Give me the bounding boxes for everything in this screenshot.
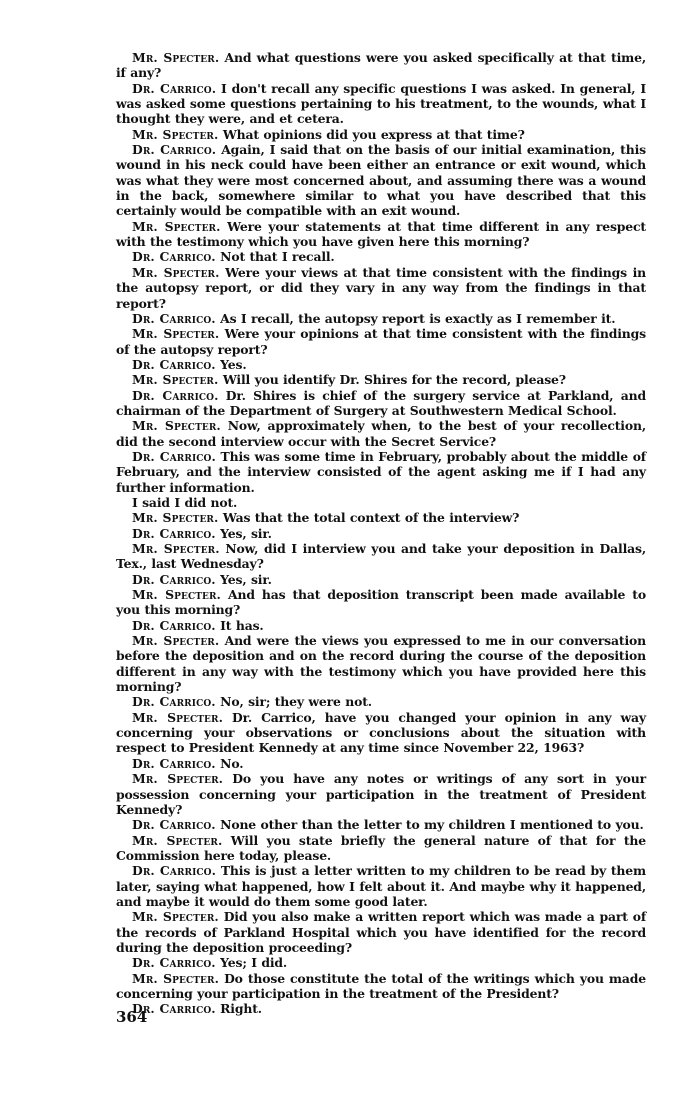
paragraph xyxy=(116,219,646,250)
paragraph xyxy=(116,694,646,709)
paragraph-text: Dr. Shires is chief of the surgery service at Parkland, and chairman of the Department of Surgery at Southwestern Medical School. xyxy=(116,387,646,418)
paragraph-text: And what questions were you asked specifically at that time, if any? xyxy=(116,50,646,81)
paragraph xyxy=(116,326,646,357)
speaker-name: Dr. Carrico. xyxy=(132,817,216,833)
paragraph-text: I said I did not. xyxy=(132,494,238,510)
speaker-name: Mr. Specter. xyxy=(132,709,223,725)
paragraph-text: Not that I recall. xyxy=(215,249,335,265)
paragraph-text: I don't recall any specific questions I was asked. In general, I was asked some questions pertaining to his treatment, to the wounds, what I thought they were, and et cetera. xyxy=(116,80,646,127)
speaker-name: Dr. Carrico. xyxy=(132,694,216,710)
paragraph-text: Yes, sir. xyxy=(215,571,272,587)
speaker-name: Mr. Specter. xyxy=(132,372,219,388)
paragraph-text: Yes, sir. xyxy=(215,525,272,541)
paragraph xyxy=(116,771,646,817)
paragraph xyxy=(116,127,646,142)
speaker-name: Dr. Carrico. xyxy=(132,955,216,971)
speaker-name: Dr. Carrico. xyxy=(132,617,216,633)
speaker-name: Mr. Specter. xyxy=(132,510,219,526)
speaker-name: Mr. Specter. xyxy=(132,50,220,65)
paragraph-text: No, sir; they were not. xyxy=(215,694,372,710)
speaker-name: Mr. Specter. xyxy=(132,218,221,234)
paragraph xyxy=(116,541,646,572)
paragraph-text: Now, approximately when, to the best of your recollection, did the second interview occur with the Secret Service? xyxy=(116,418,646,449)
paragraph-text: Right. xyxy=(215,1001,262,1017)
paragraph xyxy=(116,388,646,419)
speaker-name: Mr. Specter. xyxy=(132,587,221,603)
speaker-name: Mr. Specter. xyxy=(132,126,219,142)
paragraph-text: Was that the total context of the interview? xyxy=(218,510,520,526)
transcript-body xyxy=(116,50,646,1017)
speaker-name: Mr. Specter. xyxy=(132,418,221,434)
speaker-name: Mr. Specter. xyxy=(132,970,220,986)
speaker-name: Mr. Specter. xyxy=(132,633,220,649)
paragraph xyxy=(116,510,646,525)
paragraph xyxy=(116,633,646,694)
paragraph xyxy=(116,863,646,909)
speaker-name: Mr. Specter. xyxy=(132,771,224,787)
paragraph xyxy=(116,710,646,756)
paragraph xyxy=(116,618,646,633)
speaker-name: Dr. Carrico. xyxy=(132,387,219,403)
paragraph xyxy=(116,495,646,510)
page-number: 364 xyxy=(116,1008,148,1026)
paragraph-text: Dr. Carrico, have you changed your opinion in any way concerning your observations or conclusions about the situation with respect to President Kennedy at any time since November 22, 1963? xyxy=(116,709,646,756)
paragraph-text: Were your opinions at that time consistent with the findings of the autopsy report? xyxy=(116,326,646,357)
paragraph xyxy=(116,418,646,449)
paragraph xyxy=(116,587,646,618)
paragraph-text: Again, I said that on the basis of our initial examination, this wound in his neck could have been either an entrance or exit wound, which was what they were most concerned about, and assuming there was a wound in the back, somewhere similar to what you have described that this certainly would be compatible with an exit wound. xyxy=(116,142,646,219)
paragraph-text: Were your views at that time consistent with the findings in the autopsy report, or did they vary in any way from the findings in that report? xyxy=(116,264,646,311)
paragraph xyxy=(116,572,646,587)
speaker-name: Dr. Carrico. xyxy=(132,525,216,541)
paragraph xyxy=(116,909,646,955)
paragraph-text: Now, did I interview you and take your deposition in Dallas, Tex., last Wednesday? xyxy=(116,541,646,572)
paragraph xyxy=(116,817,646,832)
paragraph-text: Will you identify Dr. Shires for the record, please? xyxy=(218,372,566,388)
paragraph-text: And were the views you expressed to me in our conversation before the deposition and on the record during the course of the deposition different in any way with the testimony which you have provided here this morning? xyxy=(116,633,646,695)
paragraph-text: And has that deposition transcript been made available to you this morning? xyxy=(116,587,646,618)
paragraph xyxy=(116,372,646,387)
speaker-name: Dr. Carrico. xyxy=(132,755,216,771)
paragraph xyxy=(116,249,646,264)
speaker-name: Mr. Specter. xyxy=(132,541,220,556)
paragraph-text: Were your statements at that time different in any respect with the testimony which you have given here this morning? xyxy=(116,218,646,250)
speaker-name: Dr. Carrico. xyxy=(132,142,217,158)
paragraph xyxy=(116,756,646,771)
speaker-name: Dr. Carrico. xyxy=(132,571,216,587)
paragraph-text: Did you also make a written report which was made a part of the records of Parkland Hospital which you have identified for the record during the deposition proceeding? xyxy=(116,909,646,955)
paragraph xyxy=(116,1001,646,1016)
speaker-name: Dr. Carrico. xyxy=(132,80,217,96)
paragraph-text: Do you have any notes or writings of any sort in your possession concerning your participation in the treatment of President Kennedy? xyxy=(116,771,646,817)
paragraph-text: As I recall, the autopsy report is exactly as I remember it. xyxy=(215,310,616,326)
paragraph xyxy=(116,833,646,864)
paragraph-text: What opinions did you express at that time? xyxy=(218,126,525,142)
paragraph-text: No. xyxy=(215,755,244,771)
paragraph xyxy=(116,142,646,219)
paragraph-text: Yes. xyxy=(215,356,247,372)
paragraph xyxy=(116,81,646,127)
paragraph-text: Will you state briefly the general nature of that for the Commission here today, please. xyxy=(116,832,646,863)
paragraph xyxy=(116,311,646,326)
speaker-name: Dr. Carrico. xyxy=(132,448,216,464)
speaker-name: Dr. Carrico. xyxy=(132,356,216,372)
speaker-name: Dr. Carrico. xyxy=(132,249,216,265)
speaker-name: Mr. Specter. xyxy=(132,909,219,925)
speaker-name: Mr. Specter. xyxy=(132,326,220,342)
paragraph xyxy=(116,357,646,372)
paragraph-text: It has. xyxy=(215,617,264,633)
paragraph xyxy=(116,971,646,1002)
paragraph-text: Do those constitute the total of the writings which you made concerning your participation in the treatment of the President? xyxy=(116,970,646,1001)
paragraph-text: None other than the letter to my children I mentioned to you. xyxy=(215,817,644,833)
paragraph xyxy=(116,50,646,81)
paragraph xyxy=(116,449,646,495)
paragraph-text: This was some time in February, probably about the middle of February, and the interview consisted of the agent asking me if I had any further information. xyxy=(116,448,646,495)
speaker-name: Mr. Specter. xyxy=(132,832,223,848)
speaker-name: Dr. Carrico. xyxy=(132,863,217,879)
speaker-name: Dr. Carrico. xyxy=(132,310,216,326)
speaker-name: Mr. Specter. xyxy=(132,264,220,280)
paragraph-text: Yes; I did. xyxy=(215,955,288,971)
paragraph xyxy=(116,955,646,970)
paragraph xyxy=(116,265,646,311)
paragraph xyxy=(116,526,646,541)
speaker-name: Dr. Carrico. xyxy=(132,1001,216,1017)
paragraph-text: This is just a letter written to my children to be read by them later, saying what happened, how I felt about it. And maybe why it happened, and maybe it would do them some good later. xyxy=(116,863,646,909)
